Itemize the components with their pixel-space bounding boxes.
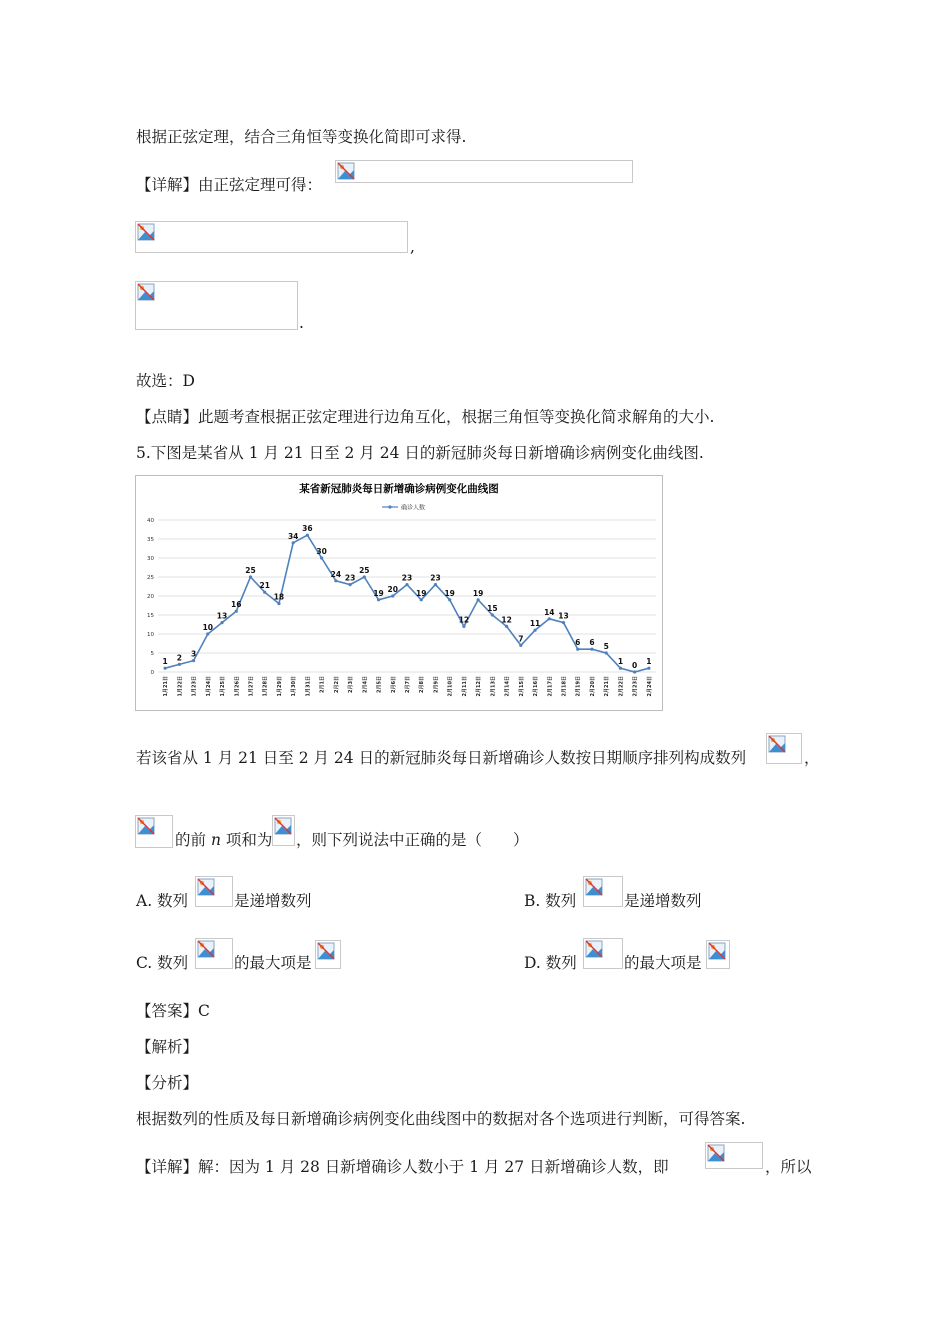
data-point — [377, 598, 380, 601]
data-label: 0 — [632, 661, 638, 670]
y-tick-label: 10 — [147, 632, 154, 638]
data-point — [448, 598, 451, 601]
data-label: 30 — [316, 547, 327, 556]
x-tick-label: 2月20日 — [589, 676, 596, 697]
x-tick-label: 1月28日 — [262, 676, 269, 697]
legend-point-marker — [388, 505, 391, 508]
formula-2-comma: , — [410, 238, 415, 256]
legend-label: 确诊人数 — [401, 504, 426, 512]
x-tick-label: 2月23日 — [632, 676, 639, 697]
data-label: 21 — [259, 581, 270, 591]
data-point — [391, 594, 394, 597]
data-label: 12 — [501, 615, 512, 625]
broken-image-icon — [137, 223, 155, 241]
option-d-formula-image — [583, 938, 623, 969]
option-d-label[interactable]: D. 数列 — [524, 954, 577, 972]
data-label: 1 — [646, 657, 652, 667]
x-tick-label: 2月13日 — [490, 676, 497, 697]
data-point — [348, 583, 351, 586]
data-point — [249, 575, 252, 578]
data-label: 13 — [216, 611, 228, 621]
data-label: 23 — [344, 573, 356, 583]
data-point — [491, 613, 494, 616]
option-c-formula-image — [195, 938, 233, 969]
data-label: 19 — [373, 588, 384, 598]
broken-image-icon — [337, 162, 355, 180]
x-tick-label: 2月11日 — [461, 676, 468, 697]
data-point — [647, 667, 650, 670]
data-label: 18 — [273, 592, 285, 602]
data-label: 10 — [202, 623, 214, 632]
y-tick-label: 30 — [147, 556, 154, 562]
breakdown-text: 根据数列的性质及每日新增确诊病例变化曲线图中的数据对各个选项进行判断，可得答案. — [136, 1110, 746, 1128]
x-tick-label: 2月24日 — [646, 676, 653, 697]
detail-solution-text: 【详解】解：因为 1 月 28 日新增确诊人数小于 1 月 27 日新增确诊人数，即 — [136, 1158, 669, 1176]
data-label: 23 — [401, 573, 413, 583]
data-point — [277, 602, 280, 605]
option-a-label[interactable]: A. 数列 — [136, 892, 189, 910]
data-point — [533, 629, 536, 632]
broken-image-icon — [137, 817, 155, 835]
x-tick-label: 1月29日 — [276, 676, 283, 697]
data-point — [477, 598, 480, 601]
data-point — [334, 579, 337, 582]
data-label: 1 — [162, 657, 168, 667]
breakdown-heading: 【分析】 — [136, 1074, 199, 1092]
data-point — [178, 663, 181, 666]
formula-image-1 — [335, 160, 633, 183]
x-tick-label: 2月6日 — [390, 676, 397, 693]
data-point — [220, 621, 223, 624]
x-tick-label: 2月14日 — [504, 676, 511, 697]
y-tick-label: 5 — [150, 651, 154, 657]
x-tick-label: 1月31日 — [305, 676, 312, 697]
data-label: 16 — [231, 600, 242, 610]
broken-image-icon — [585, 940, 603, 958]
option-c-max-formula-image — [315, 940, 341, 969]
x-tick-label: 2月5日 — [376, 676, 383, 693]
chart-svg — [136, 476, 662, 710]
data-point — [619, 667, 622, 670]
data-label: 19 — [472, 588, 484, 598]
broken-image-icon — [317, 942, 335, 960]
x-tick-label: 1月22日 — [177, 676, 184, 697]
data-point — [405, 583, 408, 586]
formula-image-sn — [272, 815, 295, 846]
x-tick-label: 2月15日 — [518, 676, 525, 697]
detail-intro — [136, 175, 322, 195]
broken-image-icon — [137, 283, 155, 301]
broken-image-icon — [768, 735, 786, 753]
data-point — [235, 610, 238, 613]
option-a-text[interactable]: 是递增数列 — [234, 892, 312, 910]
sum-text-part-1: 的前 — [175, 831, 211, 849]
data-point — [590, 648, 593, 651]
data-label: 20 — [387, 585, 398, 594]
data-label: 19 — [444, 588, 455, 598]
data-point — [462, 625, 465, 628]
x-tick-label: 2月21日 — [604, 676, 611, 697]
answer-heading: 【答案】C — [136, 1002, 210, 1020]
x-tick-label: 2月22日 — [618, 676, 625, 697]
data-label: 23 — [430, 573, 441, 583]
data-label: 24 — [330, 569, 342, 579]
x-tick-label: 2月16日 — [533, 676, 540, 697]
x-tick-label: 2月9日 — [433, 676, 440, 693]
sequence-comma: ， — [804, 749, 820, 767]
x-tick-label: 1月30日 — [291, 676, 298, 697]
data-label: 36 — [302, 524, 313, 534]
x-tick-label: 1月24日 — [205, 676, 212, 697]
broken-image-icon — [197, 940, 215, 958]
formula-image-an — [766, 733, 802, 764]
option-c-text[interactable]: 的最大项是 — [234, 954, 312, 972]
comment-text: 【点睛】此题考查根据正弦定理进行边角互化，根据三角恒等变换化简求解角的大小. — [136, 408, 715, 426]
data-label: 3 — [190, 649, 197, 659]
data-label: 1 — [617, 657, 624, 667]
data-point — [320, 556, 323, 559]
x-tick-label: 2月19日 — [575, 676, 582, 697]
detail-intro-text: 【详解】由正弦定理可得： — [136, 176, 323, 194]
x-tick-label: 1月23日 — [191, 676, 198, 697]
data-point — [505, 625, 508, 628]
broken-image-icon — [707, 1144, 725, 1162]
x-tick-label: 2月2日 — [333, 676, 340, 693]
option-d-max-formula-image — [706, 940, 730, 969]
option-d-text[interactable]: 的最大项是 — [624, 954, 702, 972]
data-point — [420, 598, 423, 601]
data-point — [633, 670, 636, 673]
analysis-heading: 【解析】 — [136, 1038, 199, 1056]
x-tick-label: 1月25日 — [220, 676, 227, 697]
data-label: 25 — [245, 566, 256, 575]
sum-text-part-2: 项和为 — [220, 831, 273, 849]
data-point — [306, 534, 309, 537]
option-c-label[interactable]: C. 数列 — [136, 954, 189, 972]
data-label: 15 — [487, 604, 498, 613]
data-point — [605, 651, 608, 654]
x-tick-label: 2月3日 — [348, 676, 355, 693]
data-label: 34 — [287, 531, 299, 541]
option-b-text[interactable]: 是递增数列 — [624, 892, 702, 910]
data-label: 14 — [544, 607, 555, 617]
data-point — [363, 575, 366, 578]
formula-image-an-2 — [135, 815, 173, 848]
x-tick-label: 2月17日 — [547, 676, 554, 697]
x-tick-label: 1月27日 — [248, 676, 255, 697]
data-label: 12 — [458, 615, 470, 625]
data-point — [192, 659, 195, 662]
x-tick-label: 2月1日 — [319, 676, 326, 693]
data-point — [263, 591, 266, 594]
data-point — [548, 617, 551, 620]
question-prompt-text: ，则下列说法中正确的是（ ） — [296, 831, 529, 849]
solution-hint-text: 根据正弦定理，结合三角恒等变换化简即可求得. — [136, 128, 467, 146]
y-tick-label: 25 — [147, 575, 154, 581]
y-tick-label: 40 — [147, 518, 154, 524]
formula-image-inequality — [705, 1142, 763, 1169]
data-label: 7 — [518, 634, 524, 644]
data-label: 25 — [359, 566, 370, 575]
data-point — [562, 621, 565, 624]
x-tick-label: 2月4日 — [362, 676, 369, 693]
y-tick-label: 15 — [147, 613, 154, 619]
formula-3-period: . — [299, 314, 304, 332]
sum-text-n: n — [210, 831, 221, 849]
data-point — [576, 648, 579, 651]
data-label: 6 — [589, 638, 595, 648]
line-chart — [135, 475, 663, 711]
data-label: 13 — [558, 611, 569, 621]
x-tick-label: 2月7日 — [405, 676, 411, 693]
broken-image-icon — [585, 878, 603, 896]
chart-legend — [382, 504, 425, 512]
data-point — [206, 632, 209, 635]
y-tick-label: 35 — [147, 537, 154, 543]
option-b-label[interactable]: B. 数列 — [524, 892, 577, 910]
data-point — [164, 667, 167, 670]
broken-image-icon — [708, 942, 726, 960]
chart-title: 某省新冠肺炎每日新增确诊病例变化曲线图 — [299, 483, 499, 495]
question-5-stem: 5.下图是某省从 1 月 21 日至 2 月 24 日的新冠肺炎每日新增确诊病例变化曲线图. — [136, 444, 704, 462]
data-label: 5 — [603, 642, 609, 651]
data-point — [519, 644, 522, 647]
data-label: 11 — [529, 619, 541, 629]
data-label: 19 — [416, 588, 427, 598]
data-label: 6 — [575, 638, 581, 648]
data-label: 2 — [176, 653, 182, 663]
question-sequence-text: 若该省从 1 月 21 日至 2 月 24 日的新冠肺炎每日新增确诊人数按日期顺序排列构成数列 — [136, 749, 747, 767]
x-tick-label: 2月12日 — [476, 676, 483, 697]
data-point — [292, 541, 295, 544]
option-a-formula-image — [195, 876, 233, 907]
detail-solution-tail: ，所以 — [765, 1158, 812, 1176]
broken-image-icon — [274, 817, 292, 835]
x-tick-label: 2月18日 — [561, 676, 568, 697]
y-tick-label: 0 — [150, 670, 154, 676]
y-tick-label: 20 — [147, 594, 154, 600]
data-point — [434, 583, 437, 586]
formula-image-3 — [135, 281, 298, 330]
question-sum-text — [175, 830, 272, 850]
x-tick-label: 1月21日 — [163, 676, 170, 697]
answer-choice-text: 故选：D — [136, 372, 195, 390]
formula-image-2 — [135, 221, 408, 253]
x-tick-label: 1月26日 — [234, 676, 241, 697]
broken-image-icon — [197, 878, 215, 896]
option-b-formula-image — [583, 876, 623, 907]
x-tick-label: 2月10日 — [447, 676, 454, 697]
x-tick-label: 2月8日 — [419, 676, 426, 693]
